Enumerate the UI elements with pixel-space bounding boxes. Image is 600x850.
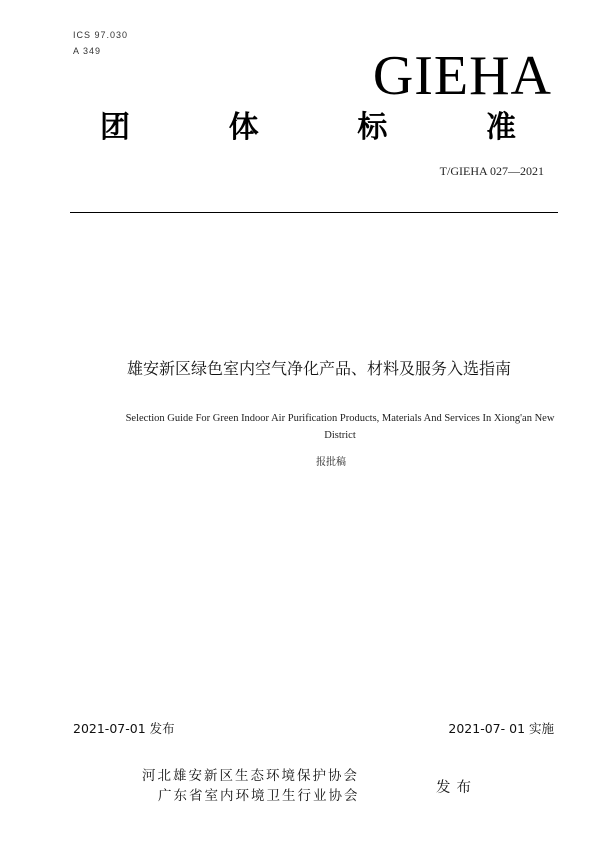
standard-type-char-2: 体 [228,110,259,145]
ccs-code: A 349 [73,46,102,56]
document-title-chinese: 雄安新区绿色室内空气净化产品、材料及服务入选指南 [126,359,511,378]
issuing-organizations [142,766,360,806]
ics-code: ICS 97.030 [73,30,129,40]
standard-type-char-3: 标 [357,110,388,145]
organization-1: 河北雄安新区生态环境保护协会 [142,768,359,784]
draft-stage-label: 报批稿 [316,457,346,468]
header-divider [70,212,558,213]
standard-number: T/GIEHA 027—2021 [439,164,544,178]
gieha-logo: GIEHA [372,45,552,107]
organization-2: 广东省室内环境卫生行业协会 [158,788,360,804]
implement-date: 2021-07- 01 实施 [448,721,554,736]
standard-type-char-1: 团 [100,110,130,145]
publish-label: 发布 [436,780,477,796]
standard-type-heading [100,108,516,148]
publish-date: 2021-07-01 发布 [73,721,175,736]
english-title-line-2: District [324,430,356,441]
english-title-line-1: Selection Guide For Green Indoor Air Purification Products, Materials And Services In Xiong'an New [125,413,555,424]
standard-type-char-4: 准 [485,110,516,145]
document-title-english [100,410,580,444]
